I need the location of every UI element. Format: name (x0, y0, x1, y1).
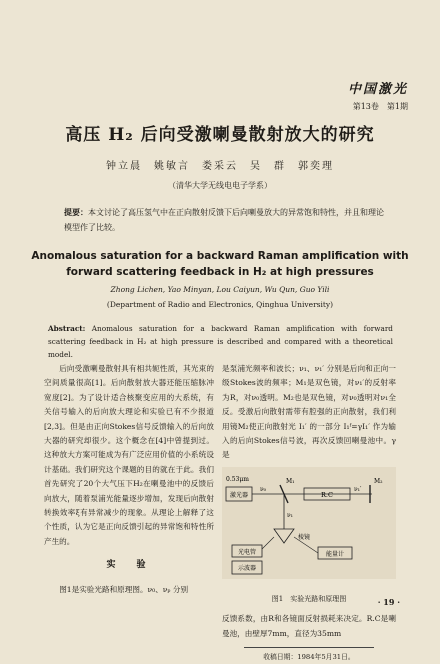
prism-label: 棱镜 (298, 533, 311, 541)
m2-label: M₂ (374, 477, 383, 485)
title-english-line-2: forward scattering feedback in H₂ at high pressures (66, 266, 374, 278)
title-english (0, 248, 440, 280)
scope-label: 示波器 (237, 564, 257, 572)
setup-diagram-svg (222, 467, 396, 579)
received-date: 收稿日期：1984年5月31日。 (244, 647, 374, 664)
title-chinese: 高压 H₂ 后向受激喇曼散射放大的研究 (65, 125, 375, 145)
wavelength-label: 0.53μm (226, 475, 249, 483)
body-column-right (222, 362, 396, 664)
figure-1-caption: 图1 实验光路和原理图 (271, 594, 347, 603)
journal-name: 中国激光 (347, 82, 408, 97)
detector-label: 光电管 (237, 548, 257, 556)
raman-cell-label: R.C (321, 490, 333, 499)
section-heading-experiment: 实 验 (106, 560, 152, 571)
continued-paragraph: 是泵浦光频率和波长；ν₁、ν₁′ 分别是后向和正向一级Stokes波的频率；M₁是双色镜，对ν₁′的反射率为R，对ν₀透明。M₂也是双色镜，对ν₀透明对ν₁全反。受激后向散射需带有腔强的正向散射，我们利用镜M₂使正向散射光 I₁′ 的一部分 I₁ᶠ=γI₁′ 作为输入的后向Stokes信号波，再次反馈回喇曼池中。γ是 (222, 364, 396, 460)
affiliation-english: (Department of Radio and Electronics, Qinghua University) (106, 300, 334, 309)
abstract-chinese (64, 205, 384, 235)
abstract-chinese-label: 提要： (64, 207, 88, 217)
figure-background (222, 467, 396, 579)
authors-chinese: 钟立晨 姚敏言 娄采云 吴 群 郭奕理 (106, 161, 334, 172)
nu0-label: ν₀ (260, 485, 267, 493)
m1-label: M₁ (286, 477, 295, 485)
energy-meter-label: 能量计 (325, 550, 345, 558)
nu1p-label: ν₁′ (354, 485, 362, 493)
abstract-chinese-text: 本文讨论了高压氢气中在正向散射反馈下后向喇曼放大的异常饱和特性，并且和理论模型作了比较。 (64, 208, 384, 232)
abstract-english-label: Abstract: (48, 324, 86, 333)
page-number: · 19 · (377, 597, 400, 607)
intro-paragraph: 后向受激喇曼散射具有相共轭性质，其光束的空间质量很高[1]。后向散射放大器还能压缩脉冲宽度[2]。为了设计适合核聚变应用的大系统，有关信号输入的后向放大理论和实验已有不少报道[2,3]。但是由正向Stokes信号反馈输入的后向放大器的研究却很少。这个概念在[4]中曾提到过。这种放大方案可能成为有广泛应用价值的小系统设计基础。我们研究这个课题的目的就在于此。我们首先研究了20个大气压下H₂在喇曼池中的反馈后向放大，随着泵浦光能量逐步增加，发现后向散射转换效率ξ有异常减少的现象。从理论上解释了这个性质，认为它是正向反馈引起的异常饱和特性所产生的。 (44, 364, 214, 546)
journal-issue: 第13卷 第1期 (352, 102, 408, 111)
after-figure-paragraph: 反馈系数，由R和各镜面反射损耗来决定。R.C是喇曼池，由壁厚7mm，直径为35mm (222, 614, 396, 638)
figure-1-setup-diagram (222, 467, 396, 591)
body-column-left (44, 362, 214, 597)
experiment-paragraph: 图1是实验光路和原理图。ν₀、νₚ 分别 (59, 584, 189, 594)
affiliation-chinese: （清华大学无线电电子学系） (168, 181, 272, 190)
abstract-english (48, 322, 393, 361)
laser-label: 激光器 (229, 491, 249, 499)
abstract-english-text: Anomalous saturation for a backward Raman amplification with forward scattering feedback in H₂ at high pressure is described and compared with a theoretical model. (48, 324, 393, 359)
nu1-label: ν₁ (287, 511, 294, 519)
authors-english: Zhong Lichen, Yao Minyan, Lou Caiyun, Wu Qun, Guo Yili (110, 285, 330, 294)
journal-header (348, 78, 408, 112)
title-english-line-1: Anomalous saturation for a backward Raman amplification with (31, 250, 409, 262)
